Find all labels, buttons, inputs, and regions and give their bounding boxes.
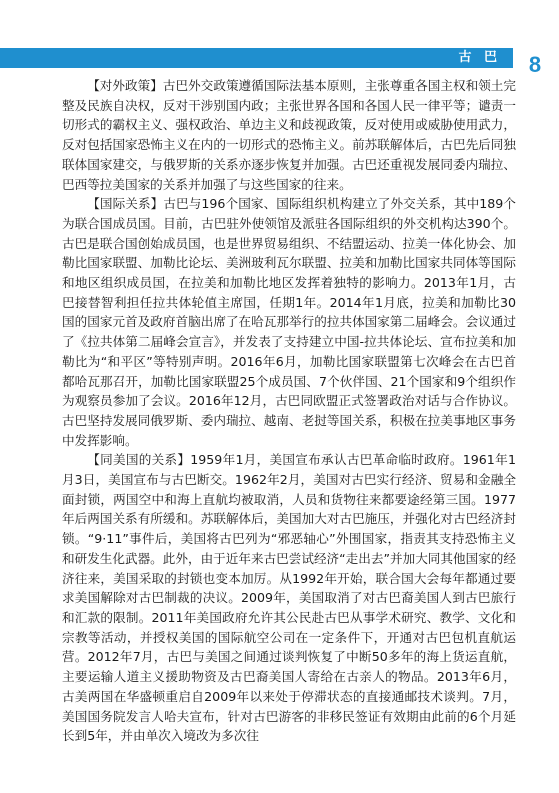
header-bar — [0, 48, 513, 68]
paragraph-text: 古巴外交政策遵循国际法基本原则，主张尊重各国主权和领土完整及民族自决权，反对干涉别国内政；主张世界各国和各国人民一律平等；谴责一切形式的霸权主义、强权政治、单边主义和歧视政策，反对使用或威胁使用武力，反对包括国家恐怖主义在内的一切形式的恐怖主义。前苏联解体后，古巴先后同独联体国家建交，与俄罗斯的关系亦逐步恢复并加强。古巴还重视发展同委内瑞拉、巴西等拉美国家的关系并加强了与这些国家的往来。 — [62, 78, 517, 192]
section-heading-international-relations: 【国际关系】 — [87, 196, 164, 212]
paragraph-foreign-policy — [62, 76, 516, 194]
page-number: 8 — [528, 52, 542, 77]
section-heading-us-relations: 【同美国的关系】 — [87, 452, 191, 468]
page-body — [62, 76, 516, 746]
paragraph-text: 古巴与196个国家、国际组织机构建立了外交关系，其中189个为联合国成员国。目前，古巴驻外使领馆及派驻各国际组织的外交机构达390个。古巴是联合国创始成员国，也是世界贸易组织、不结盟运动、拉美一体化协会、加勒比国家联盟、加勒比论坛、美洲玻利瓦尔联盟、拉美和加勒比国家共同体等国际和地区组织成员国，在拉美和加勒比地区发挥着独特的影响力。2013年1月，古巴接替智利担任拉共体轮值主席国，任期1年。2014年1月底，拉美和加勒比30国的国家元首及政府首脑出席了在哈瓦那举行的拉共体国家第二届峰会。会议通过了《拉共体第二届峰会宣言》，并发表了支持建立中国-拉共体论坛、宣布拉美和加勒比为“和平区”等特别声明。2016年6月，加勒比国家联盟第七次峰会在古巴首都哈瓦那召开，加勒比国家联盟25个成员国、7个伙伴国、21个国家和9个组织作为观察员参加了会议。2016年12月，古巴同欧盟正式签署政治对话与合作协议。古巴坚持发展同俄罗斯、委内瑞拉、越南、老挝等国关系，积极在拉美事地区事务中发挥影响。 — [62, 196, 517, 448]
section-heading-foreign-policy: 【对外政策】 — [87, 78, 163, 93]
paragraph-us-relations — [62, 450, 516, 746]
paragraph-text: 1959年1月，美国宣布承认古巴革命临时政府。1961年1月3日，美国宣布与古巴断交。1962年2月，美国对古巴实行经济、贸易和金融全面封锁，两国空中和海上直航均被取消，人员和货物往来都要途经第三国。1977年后两国关系有所缓和。苏联解体后，美国加大对古巴施压，并强化对古巴经济封锁。“9·11”事件后，美国将古巴列为“邪恶轴心”外围国家，指责其支持恐怖主义和研发生化武器。此外，由于近年来古巴尝试经济“走出去”并加大同其他国家的经济往来，美国采取的封锁也变本加厉。从1992年开始，联合国大会每年都通过要求美国解除对古巴制裁的决议。2009年，美国取消了对古巴裔美国人到古巴旅行和汇款的限制。2011年美国政府允许其公民赴古巴从事学术研究、教学、文化和宗教等活动，并授权美国的国际航空公司在一定条件下，开通对古巴包机直航运营。2012年7月，古巴与美国之间通过谈判恢复了中断50多年的海上货运直航，主要运输人道主义援助物资及古巴裔美国人寄给在古亲人的物品。2013年6月，古美两国在华盛顿重启自2009年以来处于停滞状态的直接通邮技术谈判。7月，美国国务院发言人哈夫宣布，针对古巴游客的非移民签证有效期由此前的6个月延长到5年，并由单次入境改为多次往 — [62, 452, 516, 744]
paragraph-international-relations — [62, 194, 516, 450]
running-header-title: 古 巴 — [458, 50, 501, 65]
